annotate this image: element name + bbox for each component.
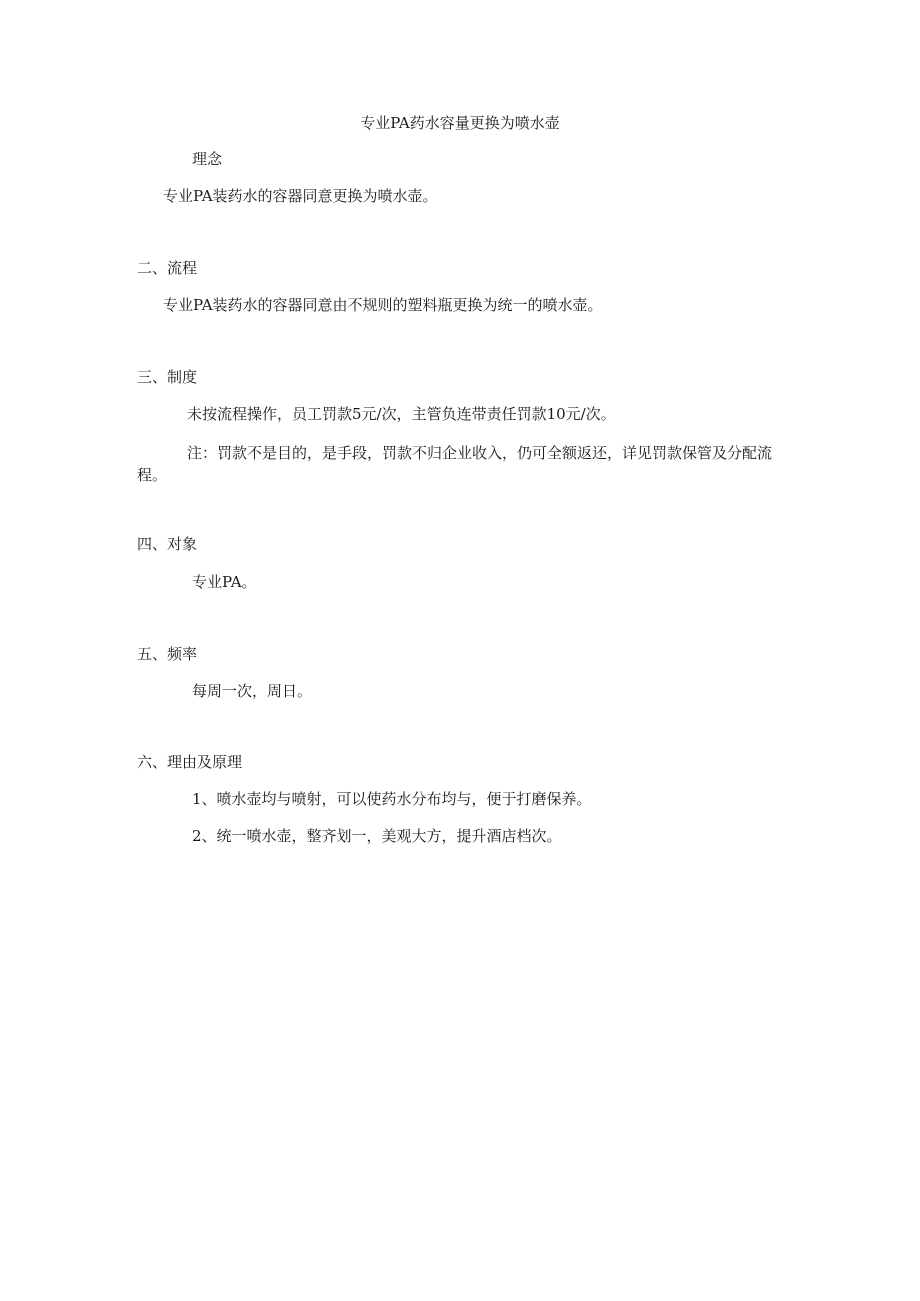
section-heading-policy: 三、制度 [137, 368, 198, 386]
section-body-concept: 专业PA装药水的容器同意更换为喷水壶。 [163, 187, 438, 205]
section-body-policy: 未按流程操作，员工罚款5元/次，主管负连带责任罚款10元/次。 [187, 405, 616, 423]
document-title: 专业PA药水容量更换为喷水壶 [360, 114, 560, 132]
section-heading-concept: 理念 [192, 150, 223, 168]
rationale-item: 1、喷水壶均与喷射，可以使药水分布均与，便于打磨保养。 [192, 790, 592, 808]
section-heading-rationale: 六、理由及原理 [137, 753, 243, 771]
rationale-item: 2、统一喷水壶，整齐划一，美观大方，提升酒店档次。 [192, 827, 562, 845]
section-body-target: 专业PA。 [192, 573, 257, 591]
section-body-frequency: 每周一次，周日。 [192, 682, 313, 700]
section-heading-process: 二、流程 [137, 259, 198, 277]
section-heading-frequency: 五、频率 [137, 645, 198, 663]
section-body-process: 专业PA装药水的容器同意由不规则的塑料瓶更换为统一的喷水壶。 [163, 296, 603, 314]
section-heading-target: 四、对象 [137, 535, 198, 553]
section-note-policy: 注：罚款不是目的，是手段，罚款不归企业收入，仍可全额返还，详见罚款保管及分配流程。 [137, 444, 773, 484]
